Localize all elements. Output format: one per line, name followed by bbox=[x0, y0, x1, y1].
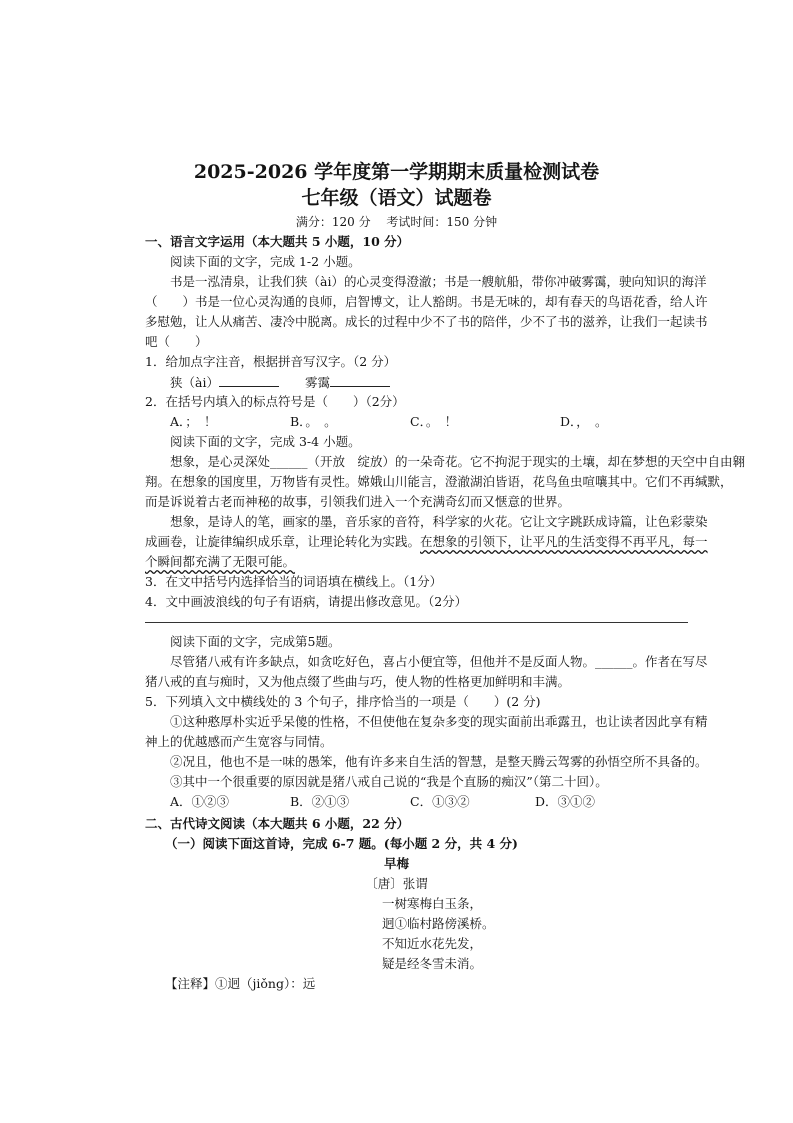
passage1-line: 吧（ ） bbox=[145, 334, 208, 349]
passage2-line: 个瞬间都充满了无限可能。 bbox=[145, 554, 296, 569]
q5-sentence: ①这种憨厚朴实近乎呆傻的性格，不但使他在复杂多变的现实面前出乖露丑，也让读者因此享有精 bbox=[170, 714, 708, 729]
passage2-line: 想象，是心灵深处______（开放 绽放）的一朵奇花。它不拘泥于现实的土壤，却在梦想的天空中自由翱 bbox=[170, 454, 746, 469]
answer-line[interactable] bbox=[145, 622, 688, 623]
question-4: 4．文中画波浪线的句子有语病，请提出修改意见。（2分） bbox=[145, 594, 468, 609]
poem-line: 迥①临村路傍溪桥。 bbox=[382, 916, 495, 931]
q5-option-b[interactable]: B．②①③ bbox=[290, 794, 350, 809]
question-3: 3．在文中括号内选择恰当的词语填在横线上。（1分） bbox=[145, 574, 443, 589]
exam-meta: 满分：120 分 考试时间：150 分钟 bbox=[295, 215, 498, 229]
q2-option-d[interactable]: D．， 。 bbox=[560, 414, 608, 429]
q1-item: 雾霭 bbox=[305, 373, 390, 392]
passage3-line: 尽管猪八戒有许多缺点，如贪吃好色，喜占小便宜等，但他并不是反面人物。______。作者在写尽 bbox=[170, 654, 708, 669]
q2-option-b[interactable]: B．。 。 bbox=[290, 414, 337, 429]
passage2-line: 成画卷，让旋律编织成乐章，让理论转化为实践。在想象的引领下，让平凡的生活变得不再平凡，每一 bbox=[145, 534, 708, 549]
poem-note: 【注释】①迥（jiǒng）：远 bbox=[165, 976, 316, 991]
q5-sentence: 神上的优越感而产生宽容与同情。 bbox=[145, 734, 333, 749]
question-1: 1．给加点字注音，根据拼音写汉字。（2 分） bbox=[145, 354, 397, 369]
passage1-line: （ ）书是一位心灵沟通的良师，启智博文，让人豁朗。书是无味的，却有春天的鸟语花香，给人许 bbox=[145, 294, 708, 309]
poem-line: 一树寒梅白玉条， bbox=[382, 896, 483, 911]
question-2: 2．在括号内填入的标点符号是（ ）（2分） bbox=[145, 394, 405, 409]
section1-heading: 一、语言文字运用（本大题共 5 小题，10 分） bbox=[145, 234, 410, 249]
passage3-line: 猪八戒的直与痴时，又为他点缀了些曲与巧，使人物的性格更加鲜明和丰满。 bbox=[145, 674, 571, 689]
intro-5: 阅读下面的文字，完成第5题。 bbox=[170, 634, 341, 649]
exam-title: 2025-2026 学年度第一学期期末质量检测试卷 bbox=[193, 161, 600, 183]
q5-option-d[interactable]: D．③①② bbox=[535, 794, 596, 809]
intro-1-2: 阅读下面的文字，完成 1-2 小题。 bbox=[170, 254, 361, 269]
poem-line: 不知近水花先发， bbox=[382, 936, 483, 951]
section2-heading: 二、古代诗文阅读（本大题共 6 小题，22 分） bbox=[145, 816, 410, 831]
passage2-line: 想象，是诗人的笔，画家的墨，音乐家的音符，科学家的火花。它让文字跳跃成诗篇，让色彩蒙染 bbox=[170, 514, 708, 529]
wavy-underlined-sentence: 在想象的引领下，让平凡的生活变得不再平凡，每一 bbox=[420, 534, 708, 549]
passage2-line: 翔。在想象的国度里，万物皆有灵性。嫦娥山川能言，澄澈湖泊皆语，花鸟鱼虫喧嚷其中。它们不再缄默， bbox=[145, 474, 733, 489]
q1-item: 狭（ài） bbox=[170, 373, 279, 392]
q5-option-c[interactable]: C．①③② bbox=[410, 794, 470, 809]
answer-blank[interactable] bbox=[330, 373, 390, 387]
exam-subtitle: 七年级（语文）试题卷 bbox=[301, 187, 492, 209]
q5-option-a[interactable]: A．①②③ bbox=[170, 794, 230, 809]
question-5: 5．下列填入文中横线处的 3 个句子，排序恰当的一项是（ ）(2 分) bbox=[145, 694, 541, 709]
passage1-line: 书是一泓清泉，让我们狭（ài）的心灵变得澄澈；书是一艘航船，带你冲破雾霭，驶向知识的海洋 bbox=[170, 274, 707, 289]
poem-author: 〔唐〕张谓 bbox=[365, 876, 428, 891]
q5-sentence: ③其中一个很重要的原因就是猪八戒自己说的“我是个直肠的痴汉”（第二十回）。 bbox=[170, 774, 608, 789]
q2-option-c[interactable]: C．。 ！ bbox=[410, 414, 458, 429]
q5-sentence: ②况且，他也不是一味的愚笨，他有许多来自生活的智慧，是整天腾云驾雾的孙悟空所不具备的。 bbox=[170, 754, 708, 769]
poem-title: 早梅 bbox=[383, 856, 409, 871]
section2-sub: （一）阅读下面这首诗，完成 6-7 题。(每小题 2 分，共 4 分) bbox=[165, 836, 518, 851]
poem-line: 疑是经冬雪未消。 bbox=[382, 956, 483, 971]
passage1-line: 多慰勉，让人从痛苦、凄冷中脱离。成长的过程中少不了书的陪伴，少不了书的滋养，让我们一起读书 bbox=[145, 314, 708, 329]
intro-3-4: 阅读下面的文字，完成 3-4 小题。 bbox=[170, 434, 361, 449]
passage2-line: 而是诉说着古老而神秘的故事，引领我们进入一个充满奇幻而又惬意的世界。 bbox=[145, 494, 571, 509]
q2-option-a[interactable]: A．； ！ bbox=[170, 414, 217, 429]
answer-blank[interactable] bbox=[219, 373, 279, 387]
